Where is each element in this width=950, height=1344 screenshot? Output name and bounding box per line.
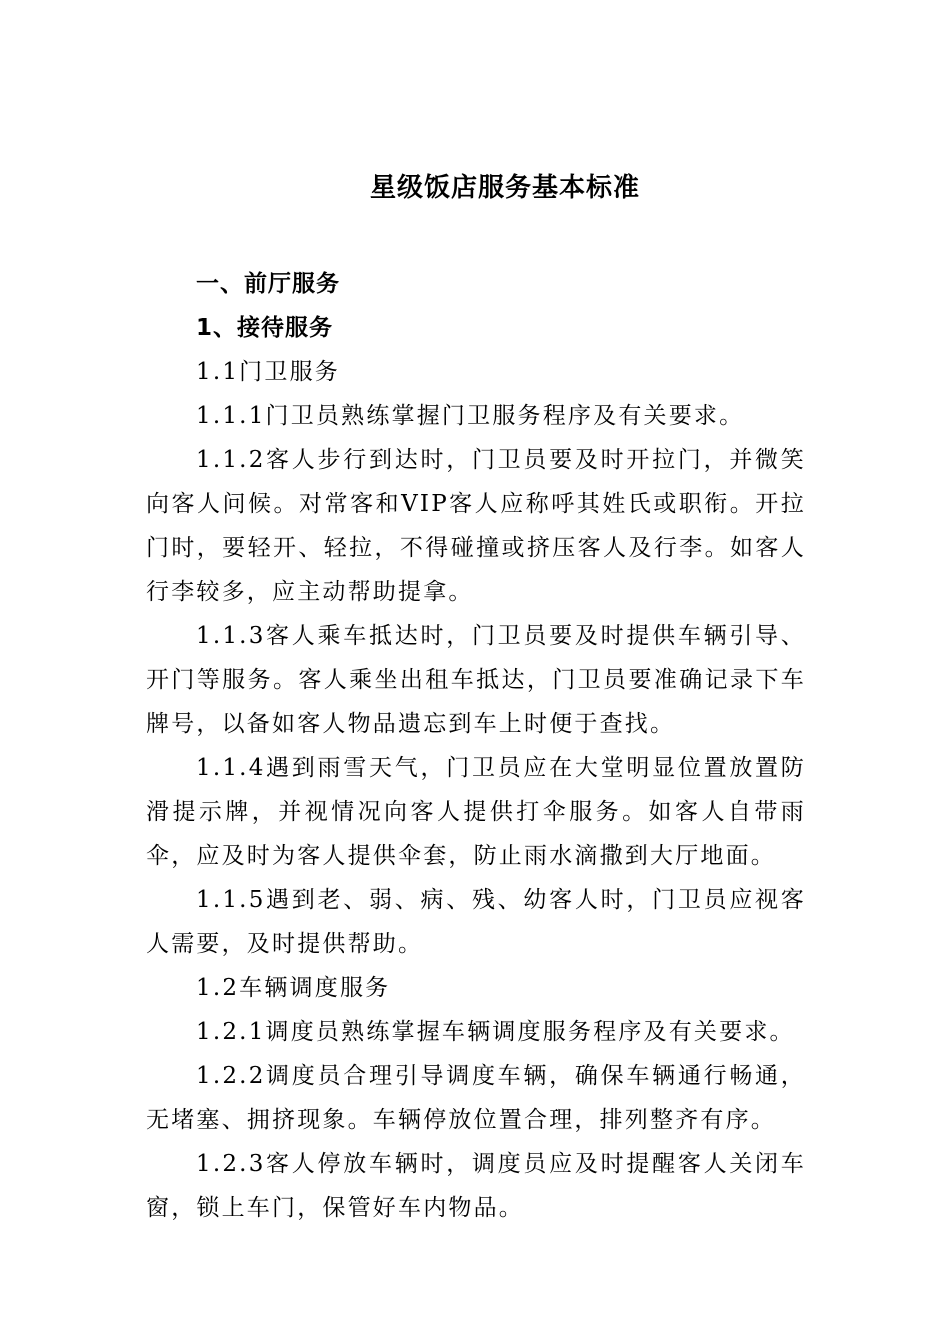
paragraph: 1.2.1调度员熟练掌握车辆调度服务程序及有关要求。: [196, 1019, 795, 1045]
document-body: [146, 262, 806, 1230]
paragraph: 1.2.3客人停放车辆时，调度员应及时提醒客人关闭车窗，锁上车门，保管好车内物品。: [146, 1151, 806, 1221]
paragraph: 1.1.3客人乘车抵达时，门卫员要及时提供车辆引导、开门等服务。客人乘坐出租车抵达，门卫员要准确记录下车牌号，以备如客人物品遗忘到车上时便于查找。: [146, 623, 806, 737]
paragraph: 1.1.1门卫员熟练掌握门卫服务程序及有关要求。: [196, 403, 745, 429]
section-heading: 一、前厅服务: [196, 271, 340, 297]
clause-heading: 1.1门卫服务: [196, 359, 340, 385]
paragraph: 1.1.2客人步行到达时，门卫员要及时开拉门，并微笑向客人问候。对常客和VIP客人应称呼其姓氏或职衔。开拉门时，要轻开、轻拉，不得碰撞或挤压客人及行李。如客人行李较多，应主动帮助提拿。: [146, 447, 806, 605]
paragraph: 1.1.5遇到老、弱、病、残、幼客人时，门卫员应视客人需要，及时提供帮助。: [146, 887, 806, 957]
subsection-heading: 1、接待服务: [196, 315, 334, 341]
paragraph: 1.1.4遇到雨雪天气，门卫员应在大堂明显位置放置防滑提示牌，并视情况向客人提供打伞服务。如客人自带雨伞，应及时为客人提供伞套，防止雨水滴撒到大厅地面。: [146, 755, 806, 869]
document-title: 星级饭店服务基本标准: [369, 173, 640, 203]
clause-heading: 1.2车辆调度服务: [196, 975, 391, 1001]
paragraph: 1.2.2调度员合理引导调度车辆，确保车辆通行畅通，无堵塞、拥挤现象。车辆停放位置合理，排列整齐有序。: [146, 1063, 806, 1133]
